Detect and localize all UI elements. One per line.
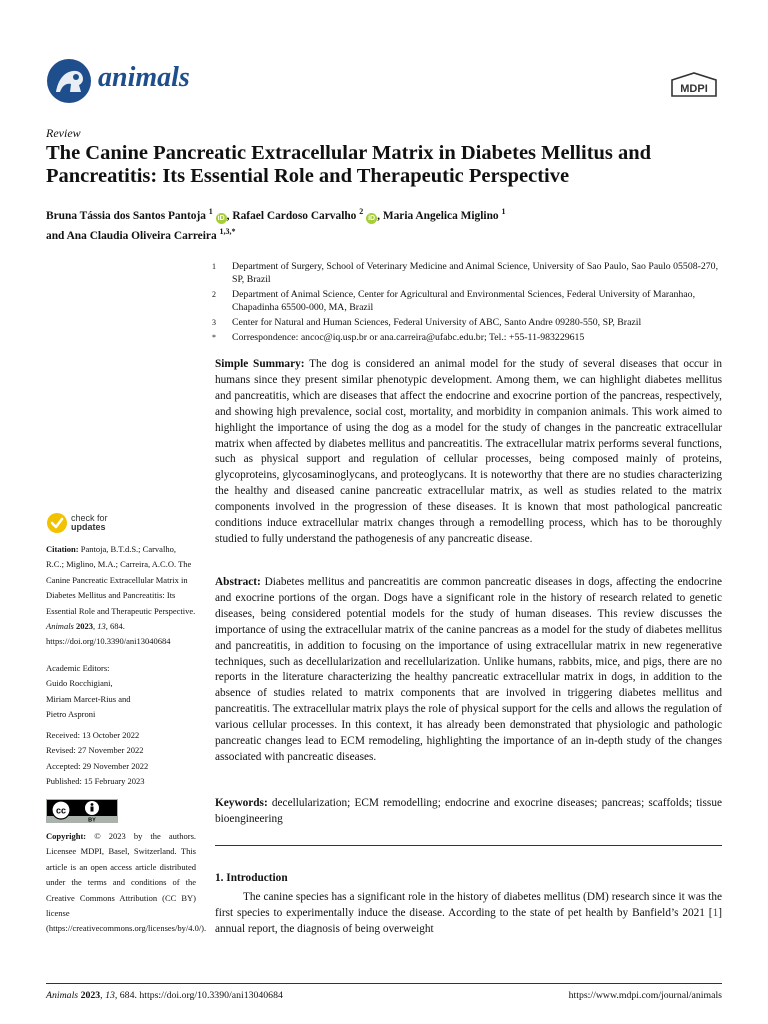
citation-doi[interactable]: , 684. https://doi.org/10.3390/ani13040684 [46,621,171,647]
author-affiliation: 2 [359,207,364,216]
copyright-text: © 2023 by the authors. Licensee MDPI, Basel, Switzerland. This article is an open access article distributed under the terms and conditions of the Creative Commons Attribution (CC BY) license (https://creativecommons.org/licenses/by/4.0/). [46,831,207,934]
affiliation-item [212,316,722,329]
editor-name: Miriam Marcet-Rius and [46,693,131,704]
author-separator: , [226,209,233,222]
check-updates-line: check for [71,513,108,523]
check-updates-line: updates [71,522,106,532]
cc-label: BY [88,817,96,823]
publisher-label: MDPI [680,83,708,95]
article-title: The Canine Pancreatic Extracellular Matrix in Diabetes Mellitus and Pancreatitis: Its Essential Role and Therapeutic Perspective [46,142,652,187]
affiliation-text: Center for Natural and Human Sciences, Federal University of ABC, Santo Andre 09280-550, SP, Brazil [232,317,642,328]
date-received: Received: 13 October 2022 [46,730,140,740]
publication-dates [46,728,196,790]
cc-by-license-icon[interactable] [46,799,118,823]
simple-summary-label: Simple Summary: [215,358,305,370]
check-updates-icon [46,512,68,534]
footer-year: 2023 [80,990,101,1001]
academic-editors [46,661,196,723]
author-affiliation: 1 [208,207,213,216]
author-separator: , [377,209,383,222]
affiliation-item [212,288,722,314]
author-name: Maria Angelica Miglino [382,209,499,222]
footer-citation: Animals 2023, 13, 684. https://doi.org/10.3390/ani13040684 [46,990,283,1001]
author-affiliation: 1,3,* [219,226,236,236]
author-name: Rafael Cardoso Carvalho [232,209,357,222]
citation-block: Citation: Pantoja, B.T.d.S.; Carvalho, R.C.; Miglino, M.A.; Carreira, A.C.O. The Canine Pancreatic Extracellular Matrix in Diabetes Mellitus and Pancreatitis: Its Essential Role and Therapeutic Perspective. Animals 2023, 13, 684. https://doi.org/10.3390/ani13040684 [46,544,196,647]
check-updates-label [71,514,108,532]
affiliation-text: Department of Animal Science, Center for Agricultural and Environmental Sciences, Federal University of Maranhao, Chapadinha 65500-000, MA, Brazil [232,289,696,313]
citation-journal: Animals [46,621,74,632]
author-list [46,204,726,244]
footer-doi[interactable]: , 684. https://doi.org/10.3390/ani13040684 [114,990,283,1001]
author-affiliation: 1 [501,207,506,216]
keywords [215,796,722,828]
affiliation-mark: 2 [212,290,216,299]
simple-summary-text: The dog is considered an animal model for the study of several diseases that occur in humans since they present similar phenotypic development. Among them, we can highlight diabetes mellitus and pancreatitis, which are diseases that affect the endocrine and exocrine portion of the pancreas, respectively, and showing high prevalence, social cost, mortality, and morbidity in companion animals. This work aimed to highlight the importance of using the dog as a model for the study of changes in the pancreatic extracellular matrix when affected by diabetes mellitus and pancreatitis. The extracellular matrix performs several functions, such as physical support and regulation of cellular processes, being composed mainly of proteins, glycoproteins, glycosaminoglycans, and proteoglycans. It is noteworthy that there are no studies characterizing the healthy and diseased canine pancreatic extracellular matrix, as well as studies related to the matrix components involved in the progression of these diseases. It is known that most pathological pancreatic conditions induce extracellular matrix changes through a remodelling process, which has to be thoroughly studied to fully understand the pathogenesis of any pancreatic disease. [215,358,722,545]
journal-name: animals [98,62,190,93]
keywords-label: Keywords: [215,797,268,809]
copyright-block [46,829,207,937]
journal-logo-icon [46,58,92,104]
affiliation-mark: 3 [212,318,216,327]
article-type: Review [46,126,81,140]
footer-journal-url[interactable]: https://www.mdpi.com/journal/animals [568,990,722,1001]
citation-label: Citation: [46,544,79,554]
editor-name: Guido Rocchigiani, [46,678,113,689]
abstract-text: Diabetes mellitus and pancreatitis are common pancreatic diseases in dogs, affecting the endocrine and exocrine portions of the organ. Dogs have a significant role in the history of research related to genetic diseases, being considered potential models for the study of human diseases. This review discusses the importance of using the extracellular matrix of the canine pancreas as a model for the study of diabetes mellitus and pancreatitis, in addition to focusing on the importance of using extracellular matrix in new regenerative techniques, such as decellularization and recellularization. Unlike humans, rabbits, mice, and pigs, there are no reports in the literature characterizing the healthy pancreatic extracellular matrix in dogs, in addition to the absence of studies related to matrix components that are involved in triggering diabetes mellitus and pancreatitis. The extracellular matrix plays the role of physical support for the cells and allows the regulation of various cellular processes. In this context, it has already been demonstrated that physiologic and pathologic pancreatic changes lead to ECM remodeling, highlighting the importance of an in-depth study of the changes associated with pancreatic diseases. [215,576,722,763]
intro-text-part: The canine species has a significant role in the history of diabetes mellitus (DM) research since it was the first species to experimentally induce the disease. According to the state of pet health by Banfield’s 2021 [ [215,891,722,919]
author-name: Bruna Tássia dos Santos Pantoja [46,209,206,222]
editors-label: Academic Editors: [46,663,110,673]
author-name: and Ana Claudia Oliveira Carreira [46,229,217,242]
affiliation-text: Department of Surgery, School of Veterinary Medicine and Animal Science, University of Sao Paulo, Sao Paulo 05508-270, SP, Brazil [232,261,719,285]
citation-volume: 13 [97,621,106,632]
citation-year: 2023 [76,621,93,632]
affiliation-item [212,260,722,286]
orcid-icon[interactable]: iD [217,214,225,222]
copyright-label: Copyright: [46,831,87,841]
date-accepted: Accepted: 29 November 2022 [46,760,149,771]
footer-divider [46,983,722,984]
abstract [215,575,722,766]
footer-volume: 13 [105,990,115,1001]
intro-paragraph [215,890,722,938]
affiliation-mark: * [212,333,216,342]
mdpi-logo-icon[interactable] [668,70,720,100]
svg-text:cc: cc [55,805,67,816]
correspondence-text[interactable]: Correspondence: ancoc@iq.usp.br or ana.carreira@ufabc.edu.br; Tel.: +55-11-983229615 [232,332,585,343]
simple-summary [215,357,722,548]
abstract-label: Abstract: [215,576,261,588]
date-revised: Revised: 27 November 2022 [46,745,144,756]
orcid-icon[interactable]: iD [368,214,376,222]
affiliation-list [212,260,722,346]
intro-text-part: ] annual report, the diagnosis of being overweight [215,906,722,935]
editor-name: Pietro Asproni [46,709,96,720]
keywords-text: decellularization; ECM remodelling; endocrine and exocrine diseases; pancreas; scaffolds; tissue bioengineering [215,797,722,825]
reference-link[interactable]: 1 [712,906,719,919]
correspondence-item [212,331,722,344]
check-for-updates-button[interactable] [46,512,126,534]
citation-text: Pantoja, B.T.d.S.; Carvalho, R.C.; Miglino, M.A.; Carreira, A.C.O. The Canine Pancreatic Extracellular Matrix in Diabetes Mellitus and Pancreatitis: Its Essential Role and Therapeutic Perspective. [46,544,196,616]
date-published: Published: 15 February 2023 [46,776,145,787]
footer-journal: Animals [46,990,79,1001]
section-divider [215,845,722,846]
section-heading: 1. Introduction [215,872,288,884]
affiliation-mark: 1 [212,262,216,271]
